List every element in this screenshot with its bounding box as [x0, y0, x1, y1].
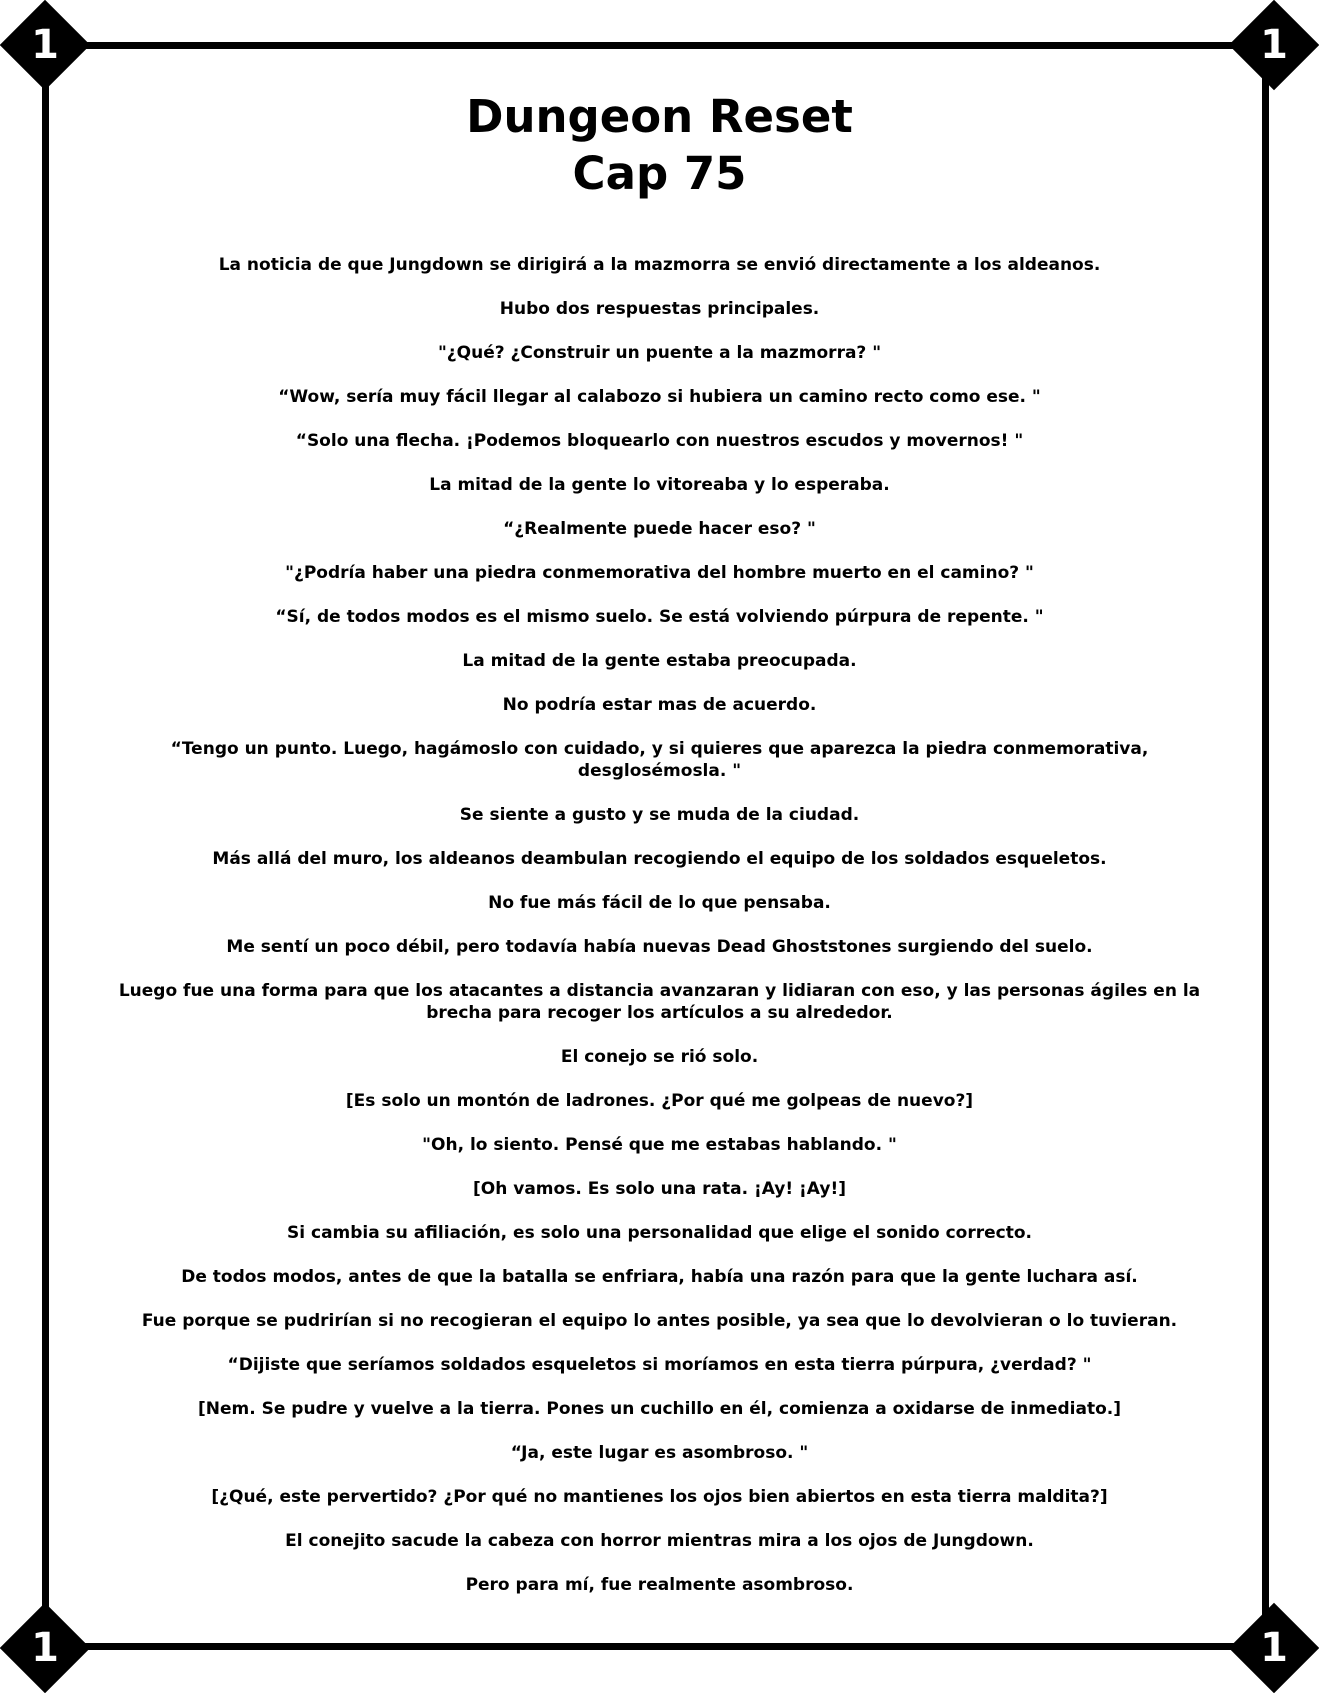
paragraph: Más allá del muro, los aldeanos deambulan recogiendo el equipo de los soldados esqueletos.	[212, 849, 1107, 869]
paragraph: “¿Realmente puede hacer eso? "	[503, 519, 816, 539]
corner-number: 1	[1260, 1625, 1288, 1671]
corner-badge-top-left	[0, 0, 90, 90]
paragraph: [Nem. Se pudre y vuelve a la tierra. Pones un cuchillo en él, comienza a oxidarse de inmediato.]	[198, 1399, 1121, 1419]
title-chapter: Cap 75	[572, 147, 747, 200]
paragraph: No podría estar mas de acuerdo.	[502, 695, 817, 715]
title-series: Dungeon Reset	[466, 90, 853, 143]
paragraph: Hubo dos respuestas principales.	[499, 299, 820, 319]
chapter-body	[95, 254, 1224, 1618]
corner-badge-bottom-left	[0, 1603, 90, 1693]
paragraph: “Ja, este lugar es asombroso. "	[510, 1443, 809, 1463]
paragraph: De todos modos, antes de que la batalla se enfriara, había una razón para que la gente luchara así.	[181, 1267, 1138, 1287]
corner-number: 1	[1260, 22, 1288, 68]
paragraph: Fue porque se pudrirían si no recogieran el equipo lo antes posible, ya sea que lo devolvieran o lo tuvieran.	[141, 1311, 1178, 1331]
paragraph: El conejo se rió solo.	[560, 1047, 759, 1067]
paragraph: “Tengo un punto. Luego, hagámoslo con cuidado, y si quieres que aparezca la piedra conmemorativa, desglosémosla. "	[170, 739, 1149, 781]
paragraph: Si cambia su afiliación, es solo una personalidad que elige el sonido correcto.	[287, 1223, 1032, 1243]
paragraph: “Sí, de todos modos es el mismo suelo. Se está volviendo púrpura de repente. "	[275, 607, 1044, 627]
corner-badge-top-right	[1229, 0, 1319, 90]
paragraph: [Es solo un montón de ladrones. ¿Por qué me golpeas de nuevo?]	[345, 1091, 974, 1111]
corner-badge-bottom-right	[1229, 1603, 1319, 1693]
paragraph: Luego fue una forma para que los atacantes a distancia avanzaran y lidiaran con eso, y las personas ágiles en la brecha para recoger los artículos a su alrededor.	[118, 981, 1201, 1023]
paragraph: La mitad de la gente estaba preocupada.	[462, 651, 857, 671]
paragraph: [Oh vamos. Es solo una rata. ¡Ay! ¡Ay!]	[473, 1179, 846, 1199]
paragraph: Se siente a gusto y se muda de la ciudad.	[459, 805, 860, 825]
paragraph: La noticia de que Jungdown se dirigirá a la mazmorra se envió directamente a los aldeanos.	[218, 255, 1101, 275]
page-title	[0, 88, 1319, 202]
paragraph: "¿Podría haber una piedra conmemorativa del hombre muerto en el camino? "	[285, 563, 1034, 583]
corner-number: 1	[31, 22, 59, 68]
paragraph: La mitad de la gente lo vitoreaba y lo esperaba.	[429, 475, 890, 495]
paragraph: El conejito sacude la cabeza con horror mientras mira a los ojos de Jungdown.	[285, 1531, 1034, 1551]
paragraph: No fue más fácil de lo que pensaba.	[488, 893, 831, 913]
corner-number: 1	[31, 1625, 59, 1671]
paragraph: “Solo una flecha. ¡Podemos bloquearlo con nuestros escudos y movernos! "	[295, 431, 1024, 451]
paragraph: "¿Qué? ¿Construir un puente a la mazmorra? "	[437, 343, 882, 363]
paragraph: “Dijiste que seríamos soldados esqueletos si moríamos en esta tierra púrpura, ¿verdad? "	[227, 1355, 1092, 1375]
paragraph: "Oh, lo siento. Pensé que me estabas hablando. "	[422, 1135, 897, 1155]
paragraph: “Wow, sería muy fácil llegar al calabozo si hubiera un camino recto como ese. "	[278, 387, 1041, 407]
paragraph: Pero para mí, fue realmente asombroso.	[465, 1575, 854, 1595]
paragraph: [¿Qué, este pervertido? ¿Por qué no mantienes los ojos bien abiertos en esta tierra maldita?]	[211, 1487, 1108, 1507]
paragraph: Me sentí un poco débil, pero todavía había nuevas Dead Ghoststones surgiendo del suelo.	[226, 937, 1093, 957]
